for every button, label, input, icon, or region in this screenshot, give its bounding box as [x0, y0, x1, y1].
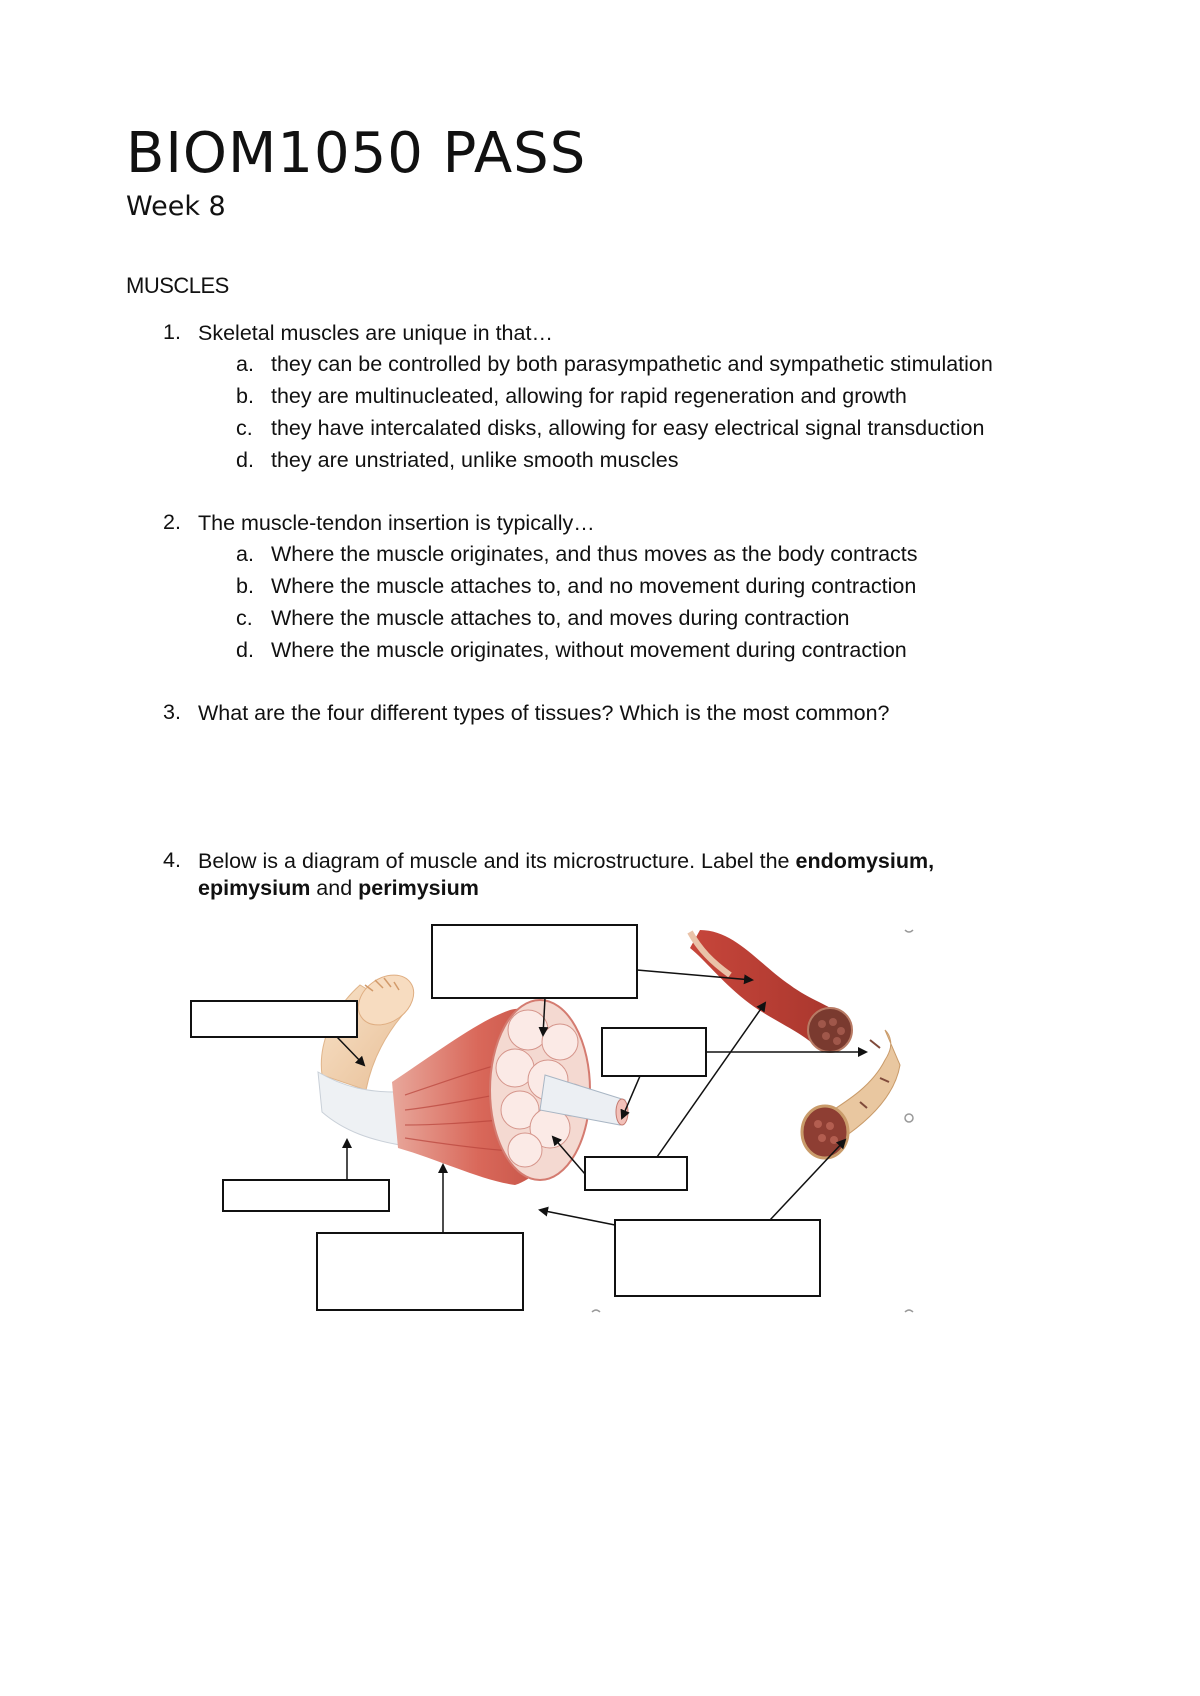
- option-text: they are multinucleated, allowing for rapid regeneration and growth: [271, 384, 907, 408]
- option-letter: a.: [236, 352, 254, 376]
- option-text: Where the muscle originates, without movement during contraction: [271, 638, 907, 662]
- term-perimysium: perimysium: [358, 876, 479, 900]
- option-letter: c.: [236, 606, 253, 630]
- option-letter: c.: [236, 416, 253, 440]
- label-box-top-left[interactable]: [191, 1001, 357, 1037]
- label-box-bottom-left[interactable]: [223, 1180, 389, 1211]
- corner-mark: [905, 1310, 913, 1312]
- question-number: 3.: [163, 700, 181, 724]
- document-subtitle: Week 8: [126, 191, 226, 222]
- leader-arrow: [622, 1076, 640, 1118]
- option-text: Where the muscle attaches to, and no movement during contraction: [271, 574, 917, 598]
- muscle-fiber-illustration: [802, 1030, 900, 1158]
- leader-arrow: [770, 1140, 845, 1220]
- corner-mark: [905, 930, 913, 932]
- option-text: Where the muscle attaches to, and moves during contraction: [271, 606, 850, 630]
- question-number: 4.: [163, 848, 181, 872]
- leader-arrow: [657, 1003, 765, 1157]
- label-box-bottom-right[interactable]: [615, 1220, 820, 1296]
- question-number: 1.: [163, 320, 181, 344]
- term-joiner: and: [310, 876, 359, 900]
- option-letter: d.: [236, 448, 254, 472]
- fascicle-illustration: [690, 930, 852, 1052]
- question-number: 2.: [163, 510, 181, 534]
- option-text: Where the muscle originates, and thus moves as the body contracts: [271, 542, 918, 566]
- option-text: they can be controlled by both parasympathetic and sympathetic stimulation: [271, 352, 993, 376]
- label-box-small-center[interactable]: [585, 1157, 687, 1190]
- label-box-top-center[interactable]: [432, 925, 637, 998]
- option-text: they have intercalated disks, allowing for easy electrical signal transduction: [271, 416, 985, 440]
- option-text: they are unstriated, unlike smooth muscles: [271, 448, 679, 472]
- question-stem: The muscle-tendon insertion is typically…: [198, 511, 595, 535]
- term-epimysium: epimysium: [198, 876, 311, 900]
- question-stem-text: Below is a diagram of muscle and its microstructure. Label the: [198, 849, 796, 873]
- option-letter: a.: [236, 542, 254, 566]
- leader-arrow: [540, 1210, 615, 1225]
- question-stem: Skeletal muscles are unique in that…: [198, 321, 553, 345]
- question-stem: What are the four different types of tissues? Which is the most common?: [198, 701, 890, 725]
- label-box-bottom-center[interactable]: [317, 1233, 523, 1310]
- label-box-center-right[interactable]: [602, 1028, 706, 1076]
- document-title: BIOM1050 PASS: [126, 121, 587, 186]
- corner-mark: [905, 1114, 913, 1122]
- corner-mark: [592, 1310, 600, 1312]
- option-letter: b.: [236, 384, 254, 408]
- section-heading: MUSCLES: [126, 273, 229, 298]
- option-letter: b.: [236, 574, 254, 598]
- option-letter: d.: [236, 638, 254, 662]
- term-endomysium: endomysium,: [795, 849, 935, 873]
